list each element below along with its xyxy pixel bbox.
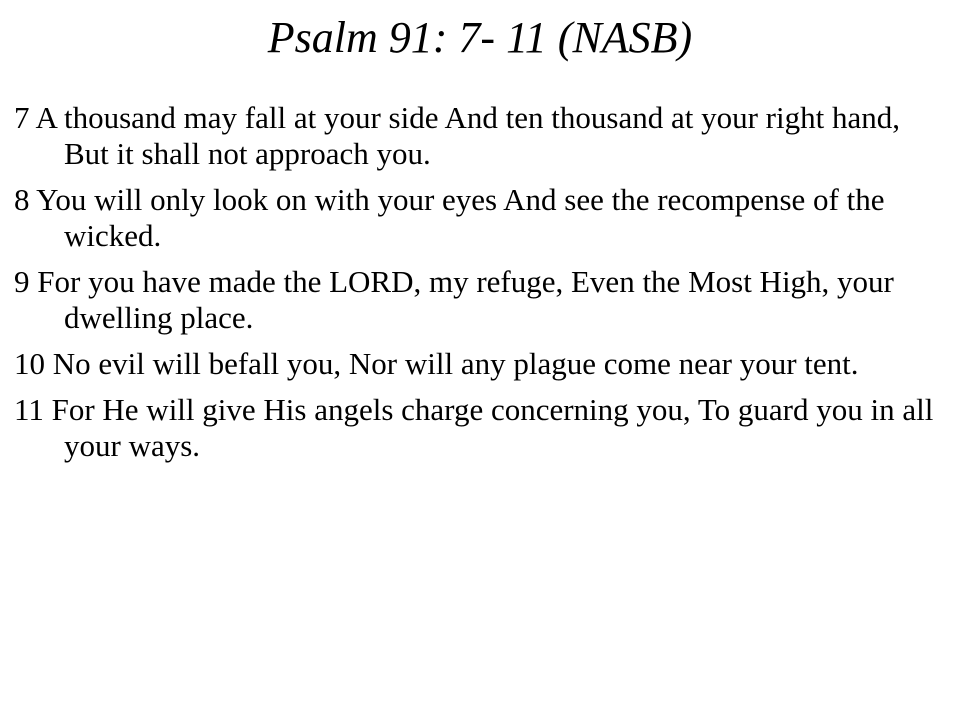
verse-item: 7 A thousand may fall at your side And ten thousand at your right hand, But it shall not approach you. (14, 100, 900, 171)
verse-item: 9 For you have made the LORD, my refuge, Even the Most High, your dwelling place. (14, 264, 894, 335)
verse-item: 11 For He will give His angels charge concerning you, To guard you in all your ways. (14, 392, 934, 463)
page-title: Psalm 91: 7- 11 (NASB) (267, 13, 693, 62)
verse-item: 8 You will only look on with your eyes And see the recompense of the wicked. (14, 182, 885, 253)
verse-list (14, 100, 946, 474)
verse-item: 10 No evil will befall you, Nor will any plague come near your tent. (14, 346, 859, 381)
